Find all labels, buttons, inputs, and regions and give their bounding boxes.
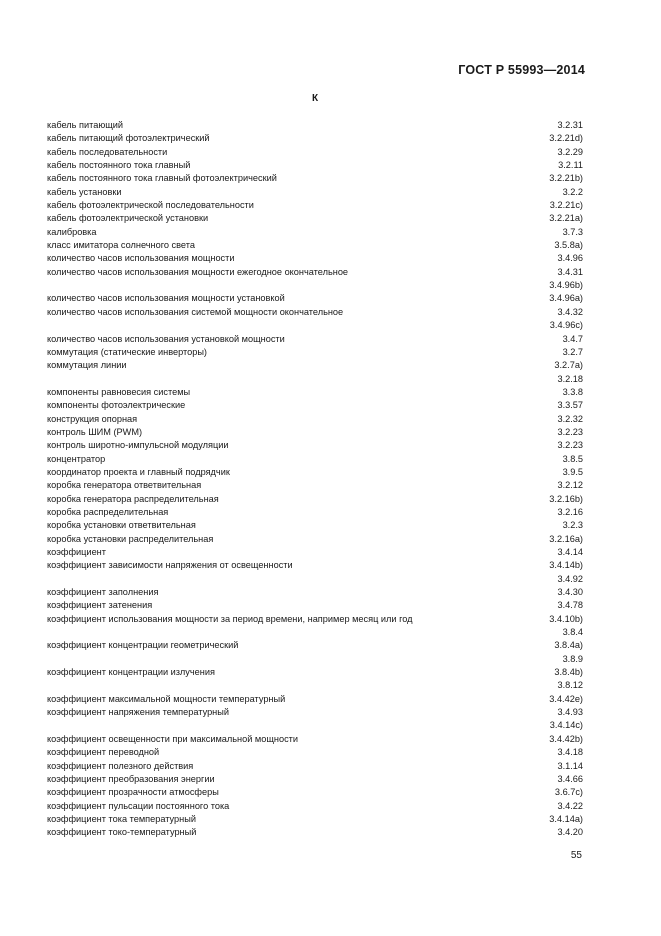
index-term: коэффициент концентрации излучения <box>47 667 215 678</box>
index-term: компоненты равновесия системы <box>47 386 191 397</box>
index-reference: 3.2.21c) <box>549 200 583 211</box>
index-entry <box>47 119 583 132</box>
index-entry <box>47 760 583 773</box>
index-term: коэффициент тока температурный <box>47 813 196 824</box>
index-entry <box>47 786 583 799</box>
index-entry <box>47 453 583 466</box>
index-reference: 3.2.23 <box>557 426 583 437</box>
index-entry <box>47 733 583 746</box>
index-entry <box>47 266 583 279</box>
page-number: 55 <box>570 850 582 861</box>
index-entry <box>47 666 583 679</box>
index-entry <box>47 132 583 145</box>
index-reference: 3.2.11 <box>558 160 583 171</box>
index-term: коробка установки распределительная <box>47 533 214 544</box>
index-entry <box>47 573 583 586</box>
index-term: калибровка <box>47 226 97 237</box>
index-reference: 3.1.14 <box>557 760 583 771</box>
index-entry <box>47 279 583 292</box>
index-term: контроль ШИМ (PWM) <box>47 426 143 437</box>
index-reference: 3.6.7c) <box>554 787 583 798</box>
index-entry <box>47 252 583 265</box>
index-reference: 3.2.16a) <box>549 533 583 544</box>
section-letter-heading: К <box>311 93 319 104</box>
index-reference: 3.2.23 <box>557 440 583 451</box>
index-reference: 3.2.29 <box>557 146 583 157</box>
index-term: коэффициент пульсации постоянного тока <box>47 800 230 811</box>
index-entry <box>47 226 583 239</box>
index-term: коробка распределительная <box>47 506 169 517</box>
index-entry <box>47 813 583 826</box>
index-term: кабель постоянного тока главный <box>47 160 191 171</box>
index-entry <box>47 559 583 572</box>
index-reference: 3.4.93 <box>557 707 583 718</box>
index-entry <box>47 679 583 692</box>
index-term: коробка установки ответвительная <box>47 520 196 531</box>
index-reference: 3.2.16b) <box>549 493 583 504</box>
index-reference: 3.4.14a) <box>549 813 583 824</box>
index-reference: 3.4.66 <box>557 773 583 784</box>
index-term: коммутация (статические инверторы) <box>47 346 207 357</box>
index-entry <box>47 172 583 185</box>
index-term: коробка генератора ответвительная <box>47 480 202 491</box>
index-term: коэффициент полезного действия <box>47 760 194 771</box>
index-term: контроль широтно-импульсной модуляции <box>47 440 229 451</box>
index-reference: 3.5.8a) <box>554 240 583 251</box>
index-term: коэффициент напряжения температурный <box>47 707 229 718</box>
index-term: кабель фотоэлектрической установки <box>47 213 209 224</box>
index-entry <box>47 346 583 359</box>
index-reference: 3.8.9 <box>562 653 583 664</box>
index-term: кабель последовательности <box>47 146 168 157</box>
index-term: компоненты фотоэлектрические <box>47 400 186 411</box>
index-reference: 3.4.7 <box>562 333 583 344</box>
index-term: коэффициент концентрации геометрический <box>47 640 239 651</box>
index-entry <box>47 653 583 666</box>
index-reference: 3.3.57 <box>557 400 583 411</box>
index-reference: 3.4.14c) <box>549 720 583 731</box>
index-term: кабель фотоэлектрической последовательности <box>47 200 254 211</box>
index-reference: 3.2.31 <box>557 120 583 130</box>
index-term: коэффициент заполнения <box>47 587 159 598</box>
index-reference: 3.8.5 <box>562 453 583 464</box>
index-reference: 3.4.14b) <box>549 560 583 571</box>
index-reference: 3.2.7 <box>562 346 583 357</box>
index-reference: 3.4.18 <box>557 747 583 758</box>
index-entry <box>47 626 583 639</box>
index-entry <box>47 386 583 399</box>
index-entry <box>47 319 583 332</box>
index-entry <box>47 479 583 492</box>
index-term: кабель постоянного тока главный фотоэлектрический <box>47 173 277 184</box>
index-entry <box>47 493 583 506</box>
index-entry <box>47 693 583 706</box>
index-entry <box>47 533 583 546</box>
index-entry <box>47 146 583 159</box>
index-reference: 3.2.21d) <box>549 133 583 144</box>
index-term: количество часов использования системой мощности окончательное <box>47 306 344 317</box>
index-entry <box>47 826 583 839</box>
index-reference: 3.4.96c) <box>549 320 583 331</box>
index-reference: 3.4.42e) <box>549 693 583 704</box>
index-term: кабель питающий фотоэлектрический <box>47 133 210 144</box>
index-entry <box>47 239 583 252</box>
index-reference: 3.2.7a) <box>554 360 583 371</box>
index-entry <box>47 439 583 452</box>
index-reference: 3.4.22 <box>557 800 583 811</box>
index-term: коэффициент прозрачности атмосферы <box>47 787 219 798</box>
index-entry <box>47 199 583 212</box>
index-reference: 3.2.21b) <box>549 173 583 184</box>
index-entry <box>47 373 583 386</box>
index-term: координатор проекта и главный подрядчик <box>47 466 230 477</box>
index-term: коэффициент максимальной мощности температурный <box>47 693 286 704</box>
index-entry <box>47 546 583 559</box>
index-entry <box>47 359 583 372</box>
index-reference: 3.8.4b) <box>554 667 583 678</box>
index-reference: 3.4.32 <box>557 306 583 317</box>
index-term: коммутация линии <box>47 360 127 371</box>
index-term: коэффициент преобразования энергии <box>47 773 215 784</box>
index-term: количество часов использования установкой мощности <box>47 333 285 344</box>
index-reference: 3.4.96a) <box>549 293 583 304</box>
index-reference: 3.2.3 <box>562 520 583 531</box>
index-term: кабель установки <box>47 186 122 197</box>
index-reference: 3.4.92 <box>557 573 583 584</box>
index-term: кабель питающий <box>47 120 124 130</box>
index-term: коробка генератора распределительная <box>47 493 219 504</box>
index-reference: 3.4.20 <box>557 827 583 838</box>
index-entry <box>47 773 583 786</box>
index-term: коэффициент <box>47 547 106 557</box>
index-reference: 3.2.32 <box>557 413 583 424</box>
index-reference: 3.4.10b) <box>549 613 583 624</box>
index-entry <box>47 706 583 719</box>
index-entry <box>47 599 583 612</box>
index-reference: 3.2.12 <box>557 480 583 491</box>
index-reference: 3.2.21a) <box>549 213 583 224</box>
index-term: коэффициент зависимости напряжения от освещенности <box>47 560 293 571</box>
index-entry <box>47 292 583 305</box>
index-reference: 3.2.18 <box>557 373 583 384</box>
index-reference: 3.4.31 <box>557 266 583 277</box>
index-entry <box>47 333 583 346</box>
index-reference: 3.4.42b) <box>549 733 583 744</box>
index-entry <box>47 800 583 813</box>
index-reference: 3.4.30 <box>557 587 583 598</box>
index-entry <box>47 399 583 412</box>
index-entry <box>47 212 583 225</box>
index-entry <box>47 586 583 599</box>
index-term: количество часов использования мощности ежегодное окончательное <box>47 266 349 277</box>
index-entry <box>47 413 583 426</box>
index-entry <box>47 466 583 479</box>
index-reference: 3.9.5 <box>562 466 583 477</box>
index-reference: 3.4.78 <box>557 600 583 611</box>
standard-designation: ГОСТ Р 55993—2014 <box>458 63 585 77</box>
index-term: коэффициент освещенности при максимальной мощности <box>47 733 298 744</box>
index-term: коэффициент использования мощности за период времени, например месяц или год <box>47 613 413 624</box>
index-reference: 3.8.4a) <box>554 640 583 651</box>
term-index-list <box>47 119 583 840</box>
index-entry <box>47 613 583 626</box>
index-entry <box>47 186 583 199</box>
index-reference: 3.2.16 <box>557 506 583 517</box>
index-term: коэффициент переводной <box>47 747 160 758</box>
index-entry <box>47 306 583 319</box>
index-term: коэффициент токо-температурный <box>47 827 197 838</box>
index-term: конструкция опорная <box>47 413 138 424</box>
index-reference: 3.4.14 <box>557 547 583 557</box>
index-reference: 3.2.2 <box>562 186 583 197</box>
index-reference: 3.4.96 <box>557 253 583 264</box>
index-entry <box>47 719 583 732</box>
index-entry <box>47 159 583 172</box>
index-term: количество часов использования мощности <box>47 253 235 264</box>
index-term: класс имитатора солнечного света <box>47 240 195 251</box>
index-term: количество часов использования мощности установкой <box>47 293 285 304</box>
index-reference: 3.4.96b) <box>549 280 583 291</box>
index-entry <box>47 506 583 519</box>
index-entry <box>47 519 583 532</box>
index-reference: 3.3.8 <box>562 386 583 397</box>
index-term: коэффициент затенения <box>47 600 153 611</box>
index-reference: 3.7.3 <box>562 226 583 237</box>
index-entry <box>47 639 583 652</box>
index-reference: 3.8.12 <box>557 680 583 691</box>
index-entry <box>47 426 583 439</box>
index-term: концентратор <box>47 453 106 464</box>
index-reference: 3.8.4 <box>562 627 583 638</box>
index-entry <box>47 746 583 759</box>
